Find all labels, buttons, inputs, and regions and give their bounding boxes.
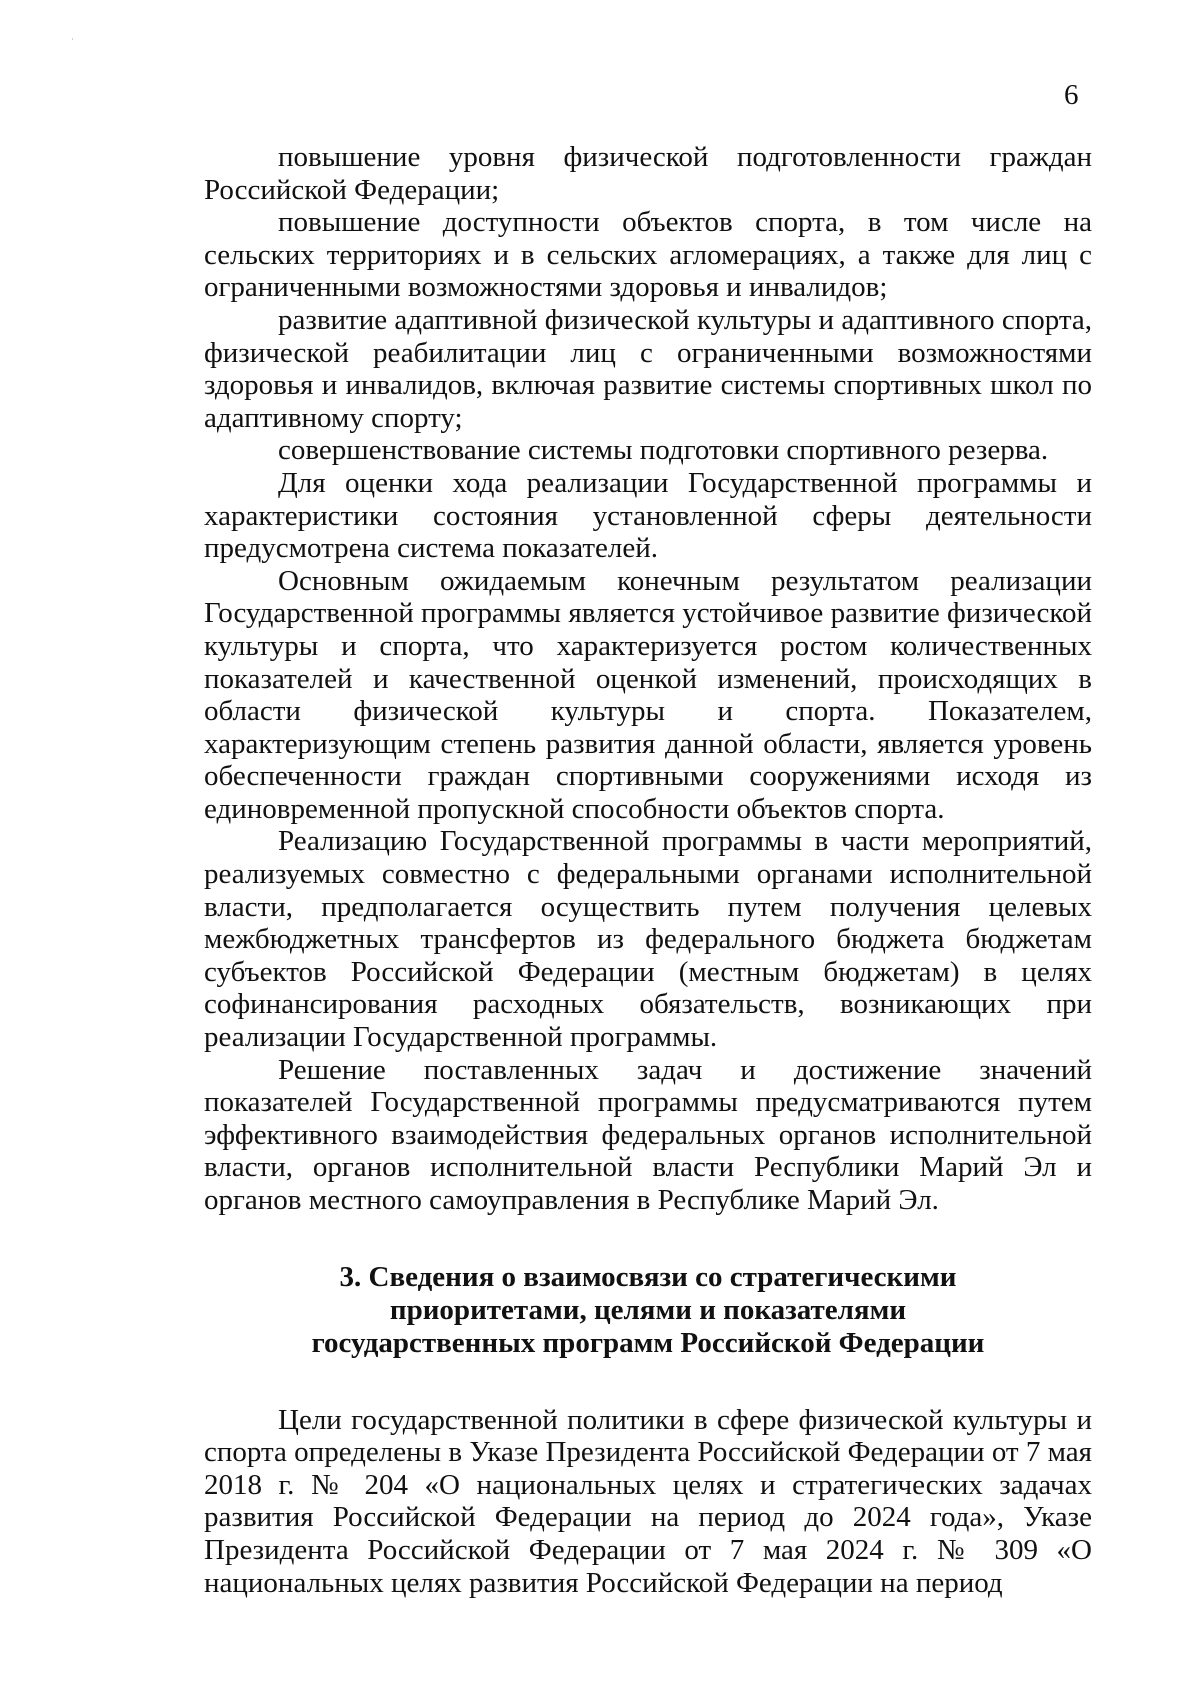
section-heading-line: 3. Сведения о взаимосвязи со стратегическими — [339, 1260, 957, 1293]
paragraph: Решение поставленных задач и достижение значений показателей Государственной программы предусматриваются путем эффективного взаимодействия федеральных органов исполнительной власти, органов исполнительной власти Республики Марий Эл и органов местного самоуправления в Республике Марий Эл. — [204, 1053, 1092, 1216]
paragraph: Цели государственной политики в сфере физической культуры и спорта определены в Указе Президента Российской Федерации от 7 мая 2018 г. № 204 «О национальных целях и стратегических задачах развития Российской Федерации на период до 2024 года», Указе Президента Российской Федерации от 7 мая 2024 г. № 309 «О национальных целях развития Российской Федерации на период — [204, 1403, 1092, 1599]
section-heading — [204, 1261, 1092, 1360]
document-body — [204, 141, 1092, 1599]
page-number: 6 — [1064, 79, 1079, 111]
section-heading-line: приоритетами, целями и показателями — [389, 1293, 907, 1326]
paragraph: Реализацию Государственной программы в части мероприятий, реализуемых совместно с федеральными органами исполнительной власти, предполагается осуществить путем получения целевых межбюджетных трансфертов из федерального бюджета бюджетам субъектов Российской Федерации (местным бюджетам) в целях софинансирования расходных обязательств, возникающих при реализации Государственной программы. — [204, 825, 1092, 1054]
scan-artifact — [72, 38, 73, 40]
paragraph: повышение доступности объектов спорта, в том числе на сельских территориях и в сельских агломерациях, а также для лиц с ограниченными возможностями здоровья и инвалидов; — [204, 206, 1092, 304]
paragraph: совершенствование системы подготовки спортивного резерва. — [278, 434, 1049, 467]
paragraph: Основным ожидаемым конечным результатом реализации Государственной программы является устойчивое развитие физической культуры и спорта, что характеризуется ростом количественных показателей и качественной оценкой изменений, происходящих в области физической культуры и спорта. Показателем, характеризующим степень развития данной области, является уровень обеспеченности граждан спортивными сооружениями исходя из единовременной пропускной способности объектов спорта. — [204, 564, 1092, 825]
section-heading-line: государственных программ Российской Федерации — [311, 1326, 985, 1359]
paragraph: Для оценки хода реализации Государственной программы и характеристики состояния установленной сферы деятельности предусмотрена система показателей. — [204, 466, 1092, 565]
paragraph: развитие адаптивной физической культуры и адаптивного спорта, физической реабилитации лиц с ограниченными возможностями здоровья и инвалидов, включая развитие системы спортивных школ по адаптивному спорту; — [204, 303, 1092, 434]
paragraph: повышение уровня физической подготовленности граждан Российской Федерации; — [204, 141, 1092, 206]
